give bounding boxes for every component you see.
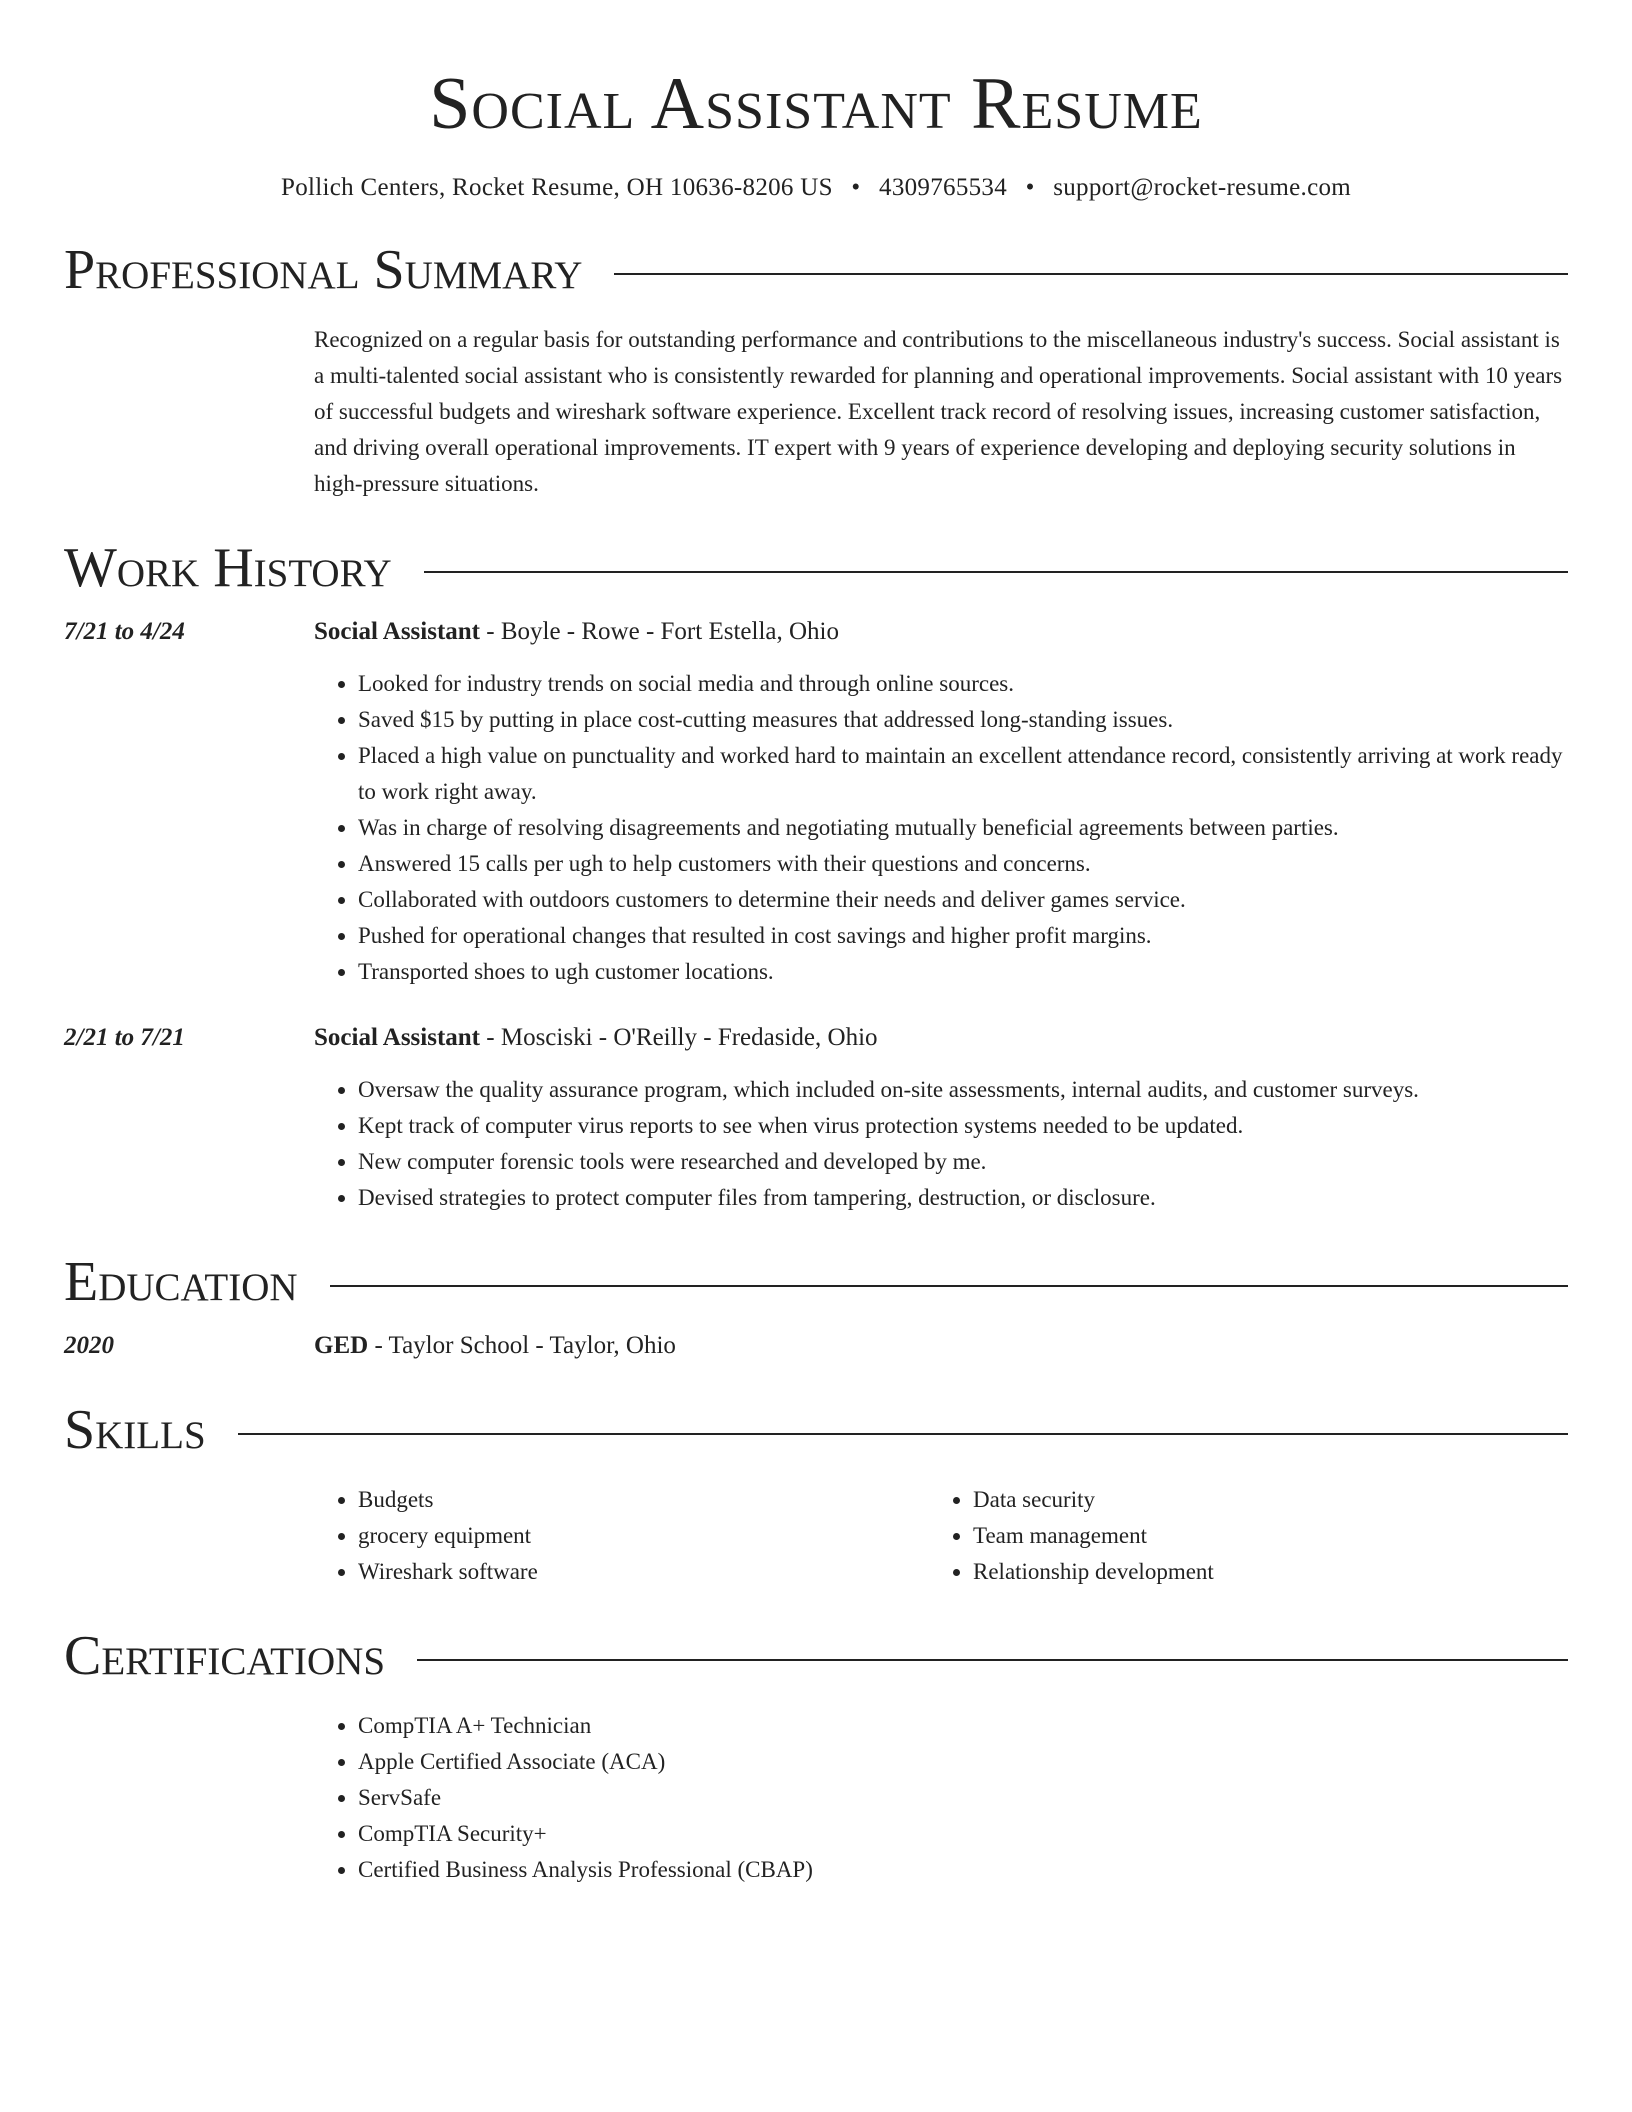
work-heading: Work History: [64, 537, 392, 599]
certifications-block: [314, 1708, 1568, 1888]
education-school: - Taylor School - Taylor, Ohio: [368, 1332, 676, 1359]
education-section-header: [64, 1250, 1568, 1314]
job-duty: • Transported shoes to ugh customer locations.: [358, 954, 1568, 990]
summary-heading: Professional Summary: [64, 239, 583, 301]
skills-column-left: [314, 1482, 929, 1590]
education-date: 2020: [64, 1332, 114, 1359]
work-section-header: [64, 536, 1568, 600]
contact-separator: •: [851, 174, 861, 201]
job-duty: • Pushed for operational changes that resulted in cost savings and higher profit margins.: [358, 918, 1568, 954]
certification-item: • CompTIA A+ Technician: [358, 1708, 1568, 1744]
skills-column-right: [929, 1482, 1544, 1590]
certification-item: • Certified Business Analysis Professional (CBAP): [358, 1852, 1568, 1888]
education-body: [314, 1328, 1568, 1364]
job-duty: • Devised strategies to protect computer files from tampering, destruction, or disclosure.: [358, 1180, 1568, 1216]
job-entry: [64, 1020, 1568, 1216]
contact-address: Pollich Centers, Rocket Resume, OH 10636-8206 US: [280, 174, 833, 201]
job-duty: • Oversaw the quality assurance program, which included on-site assessments, internal audits, and customer surveys.: [358, 1072, 1568, 1108]
skills-section-header: [64, 1398, 1568, 1462]
resume-header: [64, 0, 1568, 204]
job-employer: - Boyle - Rowe - Fort Estella, Ohio: [480, 618, 839, 645]
skill-item: • grocery equipment: [358, 1518, 929, 1554]
skills-heading: Skills: [64, 1399, 206, 1461]
job-title-line: [314, 614, 1568, 650]
skill-item: • Relationship development: [973, 1554, 1544, 1590]
education-degree: GED: [314, 1332, 369, 1359]
certifications-list: [314, 1708, 1568, 1888]
skills-list: [314, 1482, 929, 1590]
job-body: [314, 614, 1568, 990]
certification-item: • ServSafe: [358, 1780, 1568, 1816]
job-employer: - Mosciski - O'Reilly - Fredaside, Ohio: [480, 1024, 878, 1051]
skills-grid: [314, 1482, 1568, 1590]
skill-item: • Wireshark software: [358, 1554, 929, 1590]
section-divider: [417, 1659, 1568, 1661]
job-duty: • Kept track of computer virus reports to see when virus protection systems needed to be updated.: [358, 1108, 1568, 1144]
job-duty: • Saved $15 by putting in place cost-cutting measures that addressed long-standing issues.: [358, 702, 1568, 738]
job-title-line: [314, 1020, 1568, 1056]
job-entry: [64, 614, 1568, 990]
contact-separator: •: [1025, 174, 1035, 201]
job-duty: • Looked for industry trends on social media and through online sources.: [358, 666, 1568, 702]
job-title: Social Assistant: [314, 618, 481, 645]
job-dates: 7/21 to 4/24: [64, 618, 185, 645]
certification-item: • CompTIA Security+: [358, 1816, 1568, 1852]
certification-item: • Apple Certified Associate (ACA): [358, 1744, 1568, 1780]
certifications-section-header: [64, 1624, 1568, 1688]
job-title: Social Assistant: [314, 1024, 481, 1051]
section-divider: [614, 273, 1568, 275]
section-divider: [330, 1285, 1568, 1287]
contact-line: [64, 172, 1568, 204]
education-entry: [64, 1328, 1568, 1364]
section-divider: [238, 1433, 1568, 1435]
job-duties-list: [314, 1072, 1568, 1216]
job-duty: • Was in charge of resolving disagreements and negotiating mutually beneficial agreements between parties.: [358, 810, 1568, 846]
job-dates: 2/21 to 7/21: [64, 1024, 185, 1051]
education-line: [314, 1328, 1568, 1364]
job-duty: • Answered 15 calls per ugh to help customers with their questions and concerns.: [358, 846, 1568, 882]
summary-text: Recognized on a regular basis for outstanding performance and contributions to the miscellaneous industry's success. Social assistant is a multi-talented social assistant who is consistently rewarded for planning and operational improvements. Social assistant with 10 years of successful budgets and wireshark software experience. Excellent track record of resolving issues, increasing customer satisfaction, and driving overall operational improvements. IT expert with 9 years of experience developing and deploying security solutions in high-pressure situations.: [314, 327, 1563, 496]
contact-email: support@rocket-resume.com: [1053, 174, 1352, 201]
skills-list: [929, 1482, 1544, 1590]
certifications-heading: Certifications: [64, 1625, 386, 1687]
job-body: [314, 1020, 1568, 1216]
skill-item: • Budgets: [358, 1482, 929, 1518]
skill-item: • Team management: [973, 1518, 1544, 1554]
summary-section-header: [64, 238, 1568, 302]
education-heading: Education: [64, 1251, 298, 1313]
job-duties-list: [314, 666, 1568, 990]
skill-item: • Data security: [973, 1482, 1544, 1518]
job-duty: • New computer forensic tools were researched and developed by me.: [358, 1144, 1568, 1180]
contact-phone: 4309765534: [879, 174, 1008, 201]
job-duty: • Placed a high value on punctuality and worked hard to maintain an excellent attendance record, consistently arriving at work ready to work right away.: [358, 738, 1568, 810]
resume-title: Social Assistant Resume: [429, 63, 1203, 145]
section-divider: [424, 571, 1568, 573]
job-duty: • Collaborated with outdoors customers to determine their needs and deliver games service.: [358, 882, 1568, 918]
